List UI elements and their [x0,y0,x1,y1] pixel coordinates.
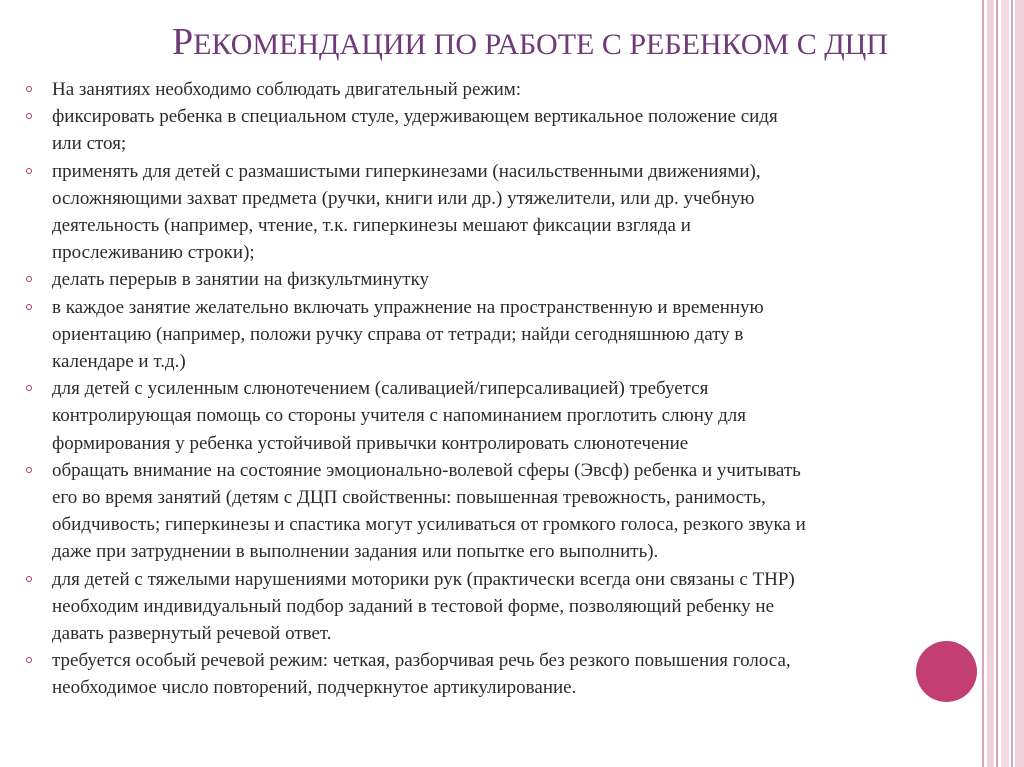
bullet-text-line: формирования у ребенка устойчивой привычки контролировать слюнотечение [52,432,689,454]
bullet-icon [26,113,32,119]
decor-stripe [996,0,998,767]
bullet-icon [26,168,32,174]
bullet-icon [26,276,32,282]
bullet-text-line: ориентацию (например, положи ручку справа от тетради; найди сегодняшнюю дату в [52,323,744,345]
bullet-list [20,76,970,702]
bullet-item [20,647,970,701]
bullet-text-line: календаре и т.д.) [52,351,186,373]
bullet-icon [26,304,32,310]
bullet-text-line: фиксировать ребенка в специальном стуле, удерживающем вертикальное положение сидя [52,106,778,128]
bullet-text-line: в каждое занятие желательно включать упражнение на пространственную и временную [52,296,764,318]
decor-circle [916,641,977,702]
bullet-item [20,294,970,376]
bullet-text-line: осложняющими захват предмета (ручки, книги или др.) утяжелители, или др. учебную [52,187,755,209]
bullet-text-line: На занятиях необходимо соблюдать двигательный режим: [52,79,522,100]
bullet-text-line: давать развернутый речевой ответ. [52,623,332,645]
bullet-text-line: обидчивость; гиперкинезы и спастика могут усиливаться от громкого голоса, резкого звука и [52,514,806,536]
bullet-text-line: для детей с тяжелыми нарушениями моторики рук (практически всегда они связаны с ТНР) [52,568,795,590]
bullet-item [20,375,970,457]
decor-stripe [1015,0,1024,767]
decor-stripe [1001,0,1009,767]
bullet-text-line: для детей с усиленным слюнотечением (саливацией/гиперсаливацией) требуется [52,378,709,400]
bullet-icon [26,86,32,92]
bullet-text-line: делать перерыв в занятии на физкультминутку [52,269,430,291]
decor-stripe [982,0,984,767]
bullet-text-line: даже при затруднении в выполнении задания или попытке его выполнить). [52,541,659,563]
bullet-text-line: контролирующая помощь со стороны учителя с напоминанием проглотить слюну для [52,405,747,427]
bullet-item [20,158,970,267]
bullet-item [20,76,970,103]
slide-title: РЕКОМЕНДАЦИИ ПО РАБОТЕ С РЕБЕНКОМ С ДЦП [172,21,889,63]
decor-stripe [1011,0,1013,767]
bullet-text-line: необходимое число повторений, подчеркнутое артикулирование. [52,677,577,699]
bullet-icon [26,657,32,663]
bullet-text-line: необходим индивидуальный подбор заданий в тестовой форме, позволяющий ребенку не [52,595,775,617]
bullet-text-line: его во время занятий (детям с ДЦП свойственны: повышенная тревожность, ранимость, [52,487,766,509]
bullet-icon [26,385,32,391]
decor-stripe [987,0,994,767]
bullet-item [20,266,970,293]
bullet-text-line: деятельность (например, чтение, т.к. гиперкинезы мешают фиксации взгляда и [52,215,691,237]
bullet-text-line: требуется особый речевой режим: четкая, разборчивая речь без резкого повышения голоса, [52,650,791,672]
bullet-text-line: обращать внимание на состояние эмоционально-волевой сферы (Эвсф) ребенка и учитывать [52,459,801,481]
bullet-icon [26,467,32,473]
bullet-item [20,566,970,648]
bullet-icon [26,576,32,582]
bullet-item [20,457,970,566]
bullet-item [20,103,970,157]
bullet-text-line: или стоя; [52,133,127,155]
bullet-text-line: прослеживанию строки); [52,242,255,264]
bullet-text-line: применять для детей с размашистыми гиперкинезами (насильственными движениями), [52,160,761,182]
